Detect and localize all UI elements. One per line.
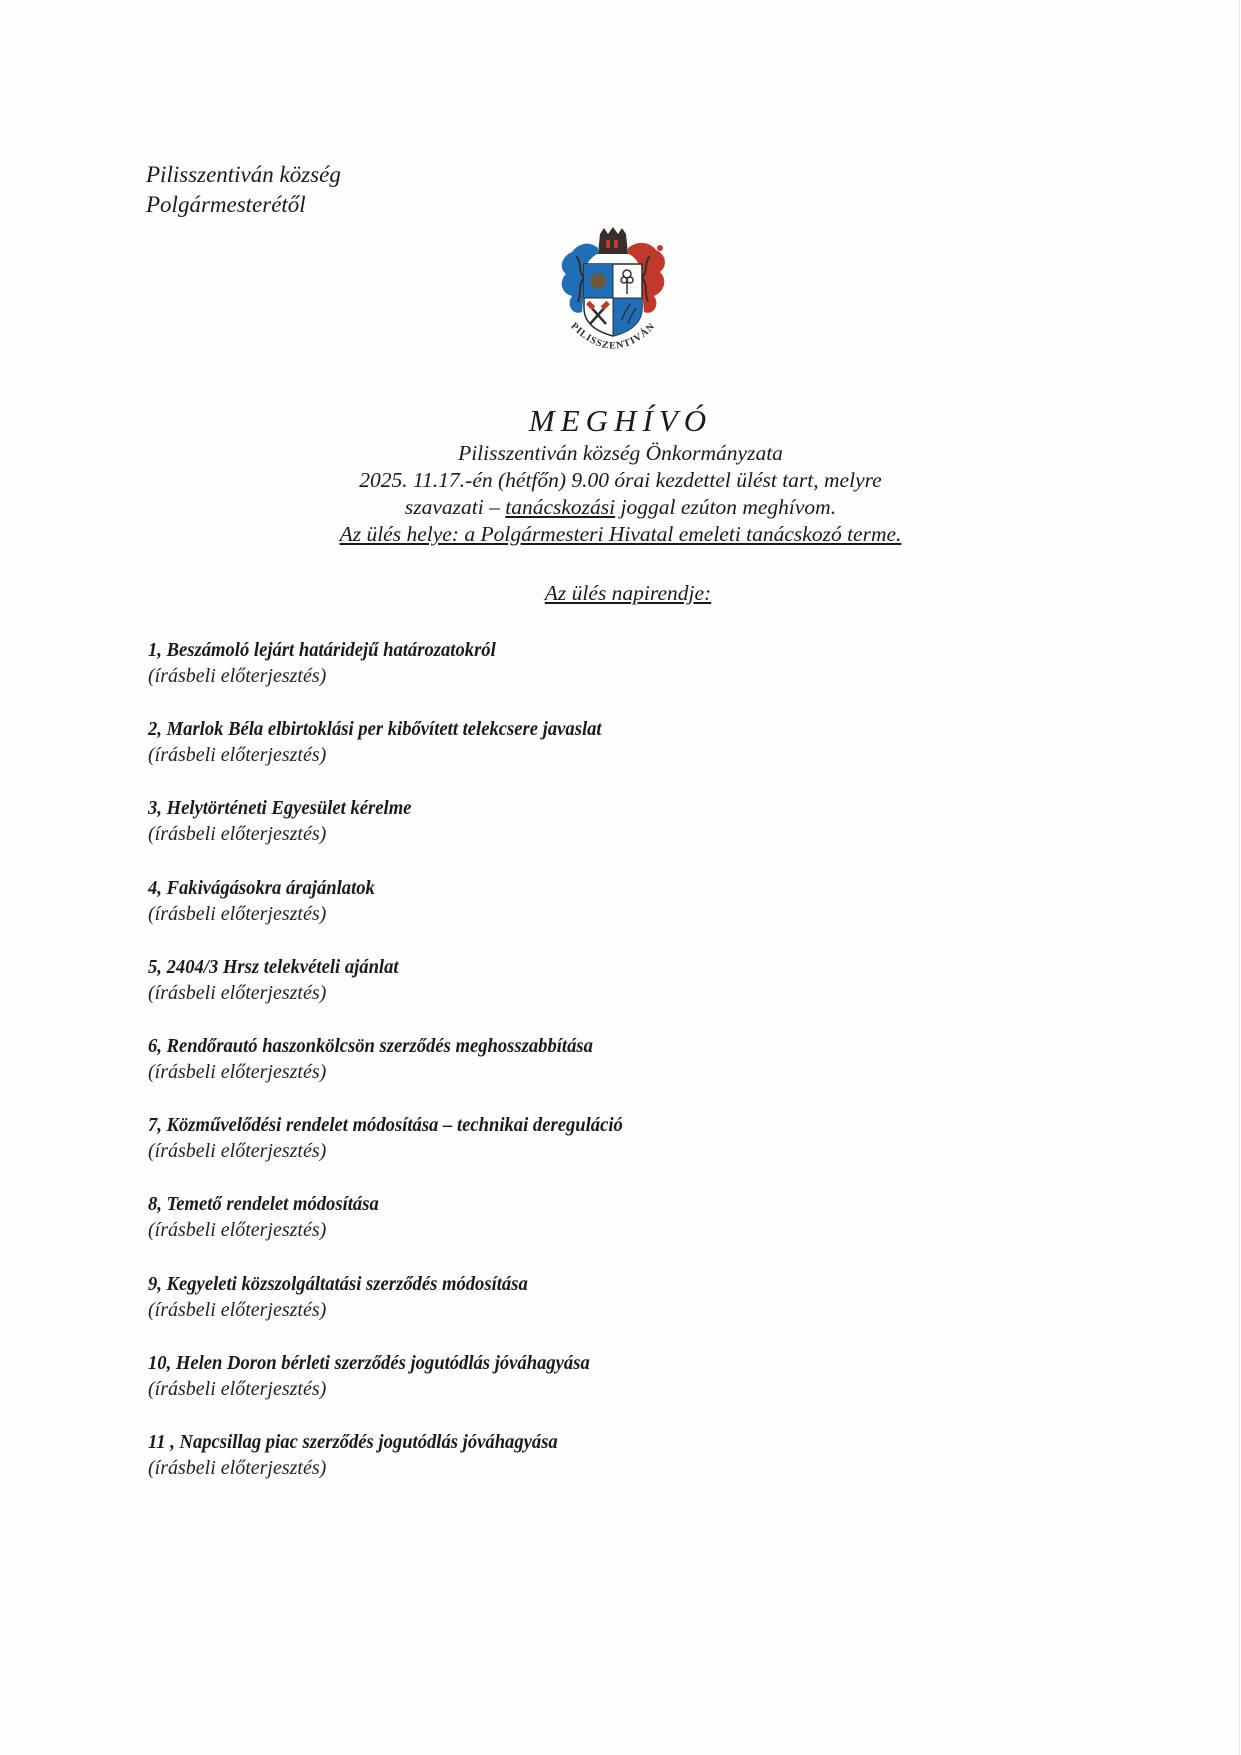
agenda-item-title: 6, Rendőrautó haszonkölcsön szerződés meghosszabbítása <box>148 1034 593 1057</box>
intro-line-1: Pilisszentiván község Önkormányzata <box>458 441 783 465</box>
agenda-item-note: (írásbeli előterjesztés) <box>148 1298 327 1321</box>
coat-of-arms-icon <box>548 226 678 366</box>
svg-text:PILISSZENTIVÁN: PILISSZENTIVÁN <box>568 320 658 352</box>
agenda-item <box>148 1272 1048 1351</box>
document-title: MEGHÍVÓ <box>528 403 713 438</box>
agenda-item-note: (írásbeli előterjesztés) <box>148 981 327 1004</box>
agenda-item <box>148 1034 1048 1113</box>
agenda-item-note: (írásbeli előterjesztés) <box>148 1140 327 1163</box>
agenda-item-title: 2, Marlok Béla elbirtoklási per kibővített telekcsere javaslat <box>148 718 602 741</box>
agenda-item <box>148 1192 1048 1271</box>
agenda-item-note: (írásbeli előterjesztés) <box>148 823 327 846</box>
agenda-item <box>148 1113 1048 1192</box>
agenda-item-title: 11 , Napcsillag piac szerződés jogutódlás jóváhagyása <box>148 1430 558 1453</box>
agenda-item-title: 1, Beszámoló lejárt határidejű határozatokról <box>148 639 496 661</box>
agenda-item <box>148 1351 1048 1430</box>
agenda-item-title: 10, Helen Doron bérleti szerződés jogutódlás jóváhagyása <box>148 1351 590 1374</box>
agenda-item <box>148 796 1048 875</box>
agenda-item-title: 5, 2404/3 Hrsz telekvételi ajánlat <box>148 955 399 978</box>
scan-edge <box>1239 0 1240 1755</box>
agenda-list <box>148 638 1048 1509</box>
sender-block <box>146 160 341 220</box>
agenda-item-note: (írásbeli előterjesztés) <box>148 1456 327 1479</box>
agenda-item-note: (írásbeli előterjesztés) <box>148 1060 327 1083</box>
agenda-item-title: 3, Helytörténeti Egyesület kérelme <box>148 797 412 820</box>
intro-line-3-after: joggal ezúton meghívom. <box>615 495 837 519</box>
sender-municipality: Pilisszentiván község <box>146 162 341 187</box>
agenda-item-title: 7, Közművelődési rendelet módosítása – technikai dereguláció <box>148 1114 623 1137</box>
agenda-item-title: 9, Kegyeleti közszolgáltatási szerződés módosítása <box>148 1272 528 1295</box>
meeting-location: Az ülés helye: a Polgármesteri Hivatal emeleti tanácskozó terme. <box>339 522 902 546</box>
agenda-item-note: (írásbeli előterjesztés) <box>148 1219 327 1242</box>
agenda-item-note: (írásbeli előterjesztés) <box>148 902 327 925</box>
agenda-item-title: 4, Fakivágásokra árajánlatok <box>148 876 375 899</box>
agenda-heading: Az ülés napirendje: <box>544 581 712 605</box>
agenda-item-title: 8, Temető rendelet módosítása <box>148 1193 379 1216</box>
agenda-item <box>148 638 1048 717</box>
invitation-text <box>0 440 1241 548</box>
agenda-item <box>148 717 1048 796</box>
agenda-item-note: (írásbeli előterjesztés) <box>148 744 327 767</box>
intro-line-2: 2025. 11.17.-én (hétfőn) 9.00 órai kezdettel ülést tart, melyre <box>359 468 882 492</box>
agenda-item-note: (írásbeli előterjesztés) <box>148 1377 327 1400</box>
intro-line-3-before: szavazati – <box>404 495 506 519</box>
agenda-item <box>148 955 1048 1034</box>
agenda-item <box>148 876 1048 955</box>
sender-office: Polgármesterétől <box>146 192 306 217</box>
intro-line-3 <box>0 494 1241 521</box>
agenda-item-note: (írásbeli előterjesztés) <box>148 665 327 687</box>
intro-line-3-underlined: tanácskozási <box>505 495 616 519</box>
agenda-item <box>148 1430 1048 1509</box>
